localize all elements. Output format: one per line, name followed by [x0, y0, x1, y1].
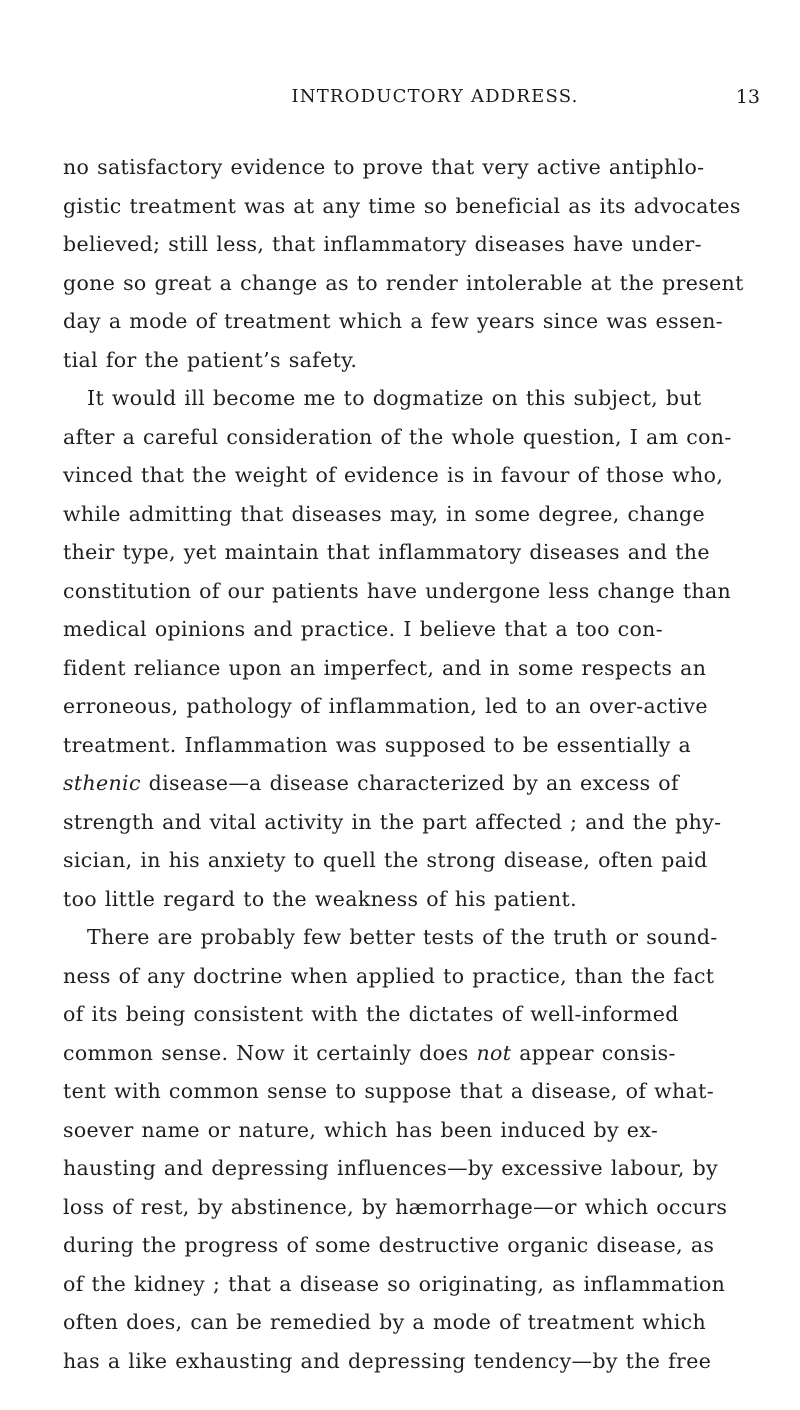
running-title: INTRODUCTORY ADDRESS. [291, 86, 579, 107]
text-fragment: disease—a disease characterized by an excess of [140, 771, 679, 795]
body-text [63, 148, 766, 1380]
text-line: of its being consistent with the dictates of well-informed [63, 1002, 679, 1026]
text-line: while admitting that diseases may, in some degree, change [63, 501, 705, 526]
text-line: strength and vital activity in the part affected ; and the phy- [63, 809, 722, 834]
text-line: of the kidney ; that a disease so originating, as inflammation [63, 1271, 726, 1296]
text-line: has a like exhausting and depressing tendency—by the free [63, 1348, 712, 1373]
text-fragment: appear consis- [511, 1040, 676, 1065]
text-line: erroneous, pathology of inflammation, led to an over-active [63, 694, 708, 718]
text-line: believed; still less, that inflammatory diseases have under- [63, 232, 702, 256]
paragraph-start-line: There are probably few better tests of the truth or sound- [87, 925, 718, 949]
text-line: soever name or nature, which has been induced by ex- [63, 1117, 659, 1142]
text-line: often does, can be remedied by a mode of treatment which [63, 1310, 707, 1334]
text-line: their type, yet maintain that inflammatory diseases and the [63, 540, 710, 564]
page-number: 13 [735, 86, 760, 108]
text-line: hausting and depressing influences—by excessive labour, by [63, 1156, 719, 1180]
text-line: during the progress of some destructive organic disease, as [63, 1233, 715, 1257]
text-line: after a careful consideration of the whole question, I am con- [63, 424, 732, 449]
emphasis-sthenic: sthenic [63, 771, 141, 795]
text-line: day a mode of treatment which a few years since was essen- [63, 309, 724, 333]
text-line: fident reliance upon an imperfect, and in some respects an [63, 655, 707, 680]
text-line: medical opinions and practice. I believe that a too con- [63, 617, 664, 641]
emphasis-not: not [476, 1040, 512, 1065]
text-line-with-emphasis [63, 764, 766, 803]
text-line: tial for the patient’s safety. [63, 347, 358, 372]
text-line: tent with common sense to suppose that a disease, of what- [63, 1079, 715, 1103]
paragraph-start-line: It would ill become me to dogmatize on this subject, but [87, 386, 702, 410]
text-line: treatment. Inflammation was supposed to be essentially a [63, 732, 692, 757]
text-line: gistic treatment was at any time so beneficial as its advocates [63, 193, 741, 218]
text-line: constitution of our patients have undergone less change than [63, 578, 732, 603]
running-header [0, 86, 800, 116]
text-line: sician, in his anxiety to quell the strong disease, often paid [63, 848, 708, 872]
text-line: ness of any doctrine when applied to practice, than the fact [63, 963, 715, 988]
text-line: too little regard to the weakness of his patient. [63, 886, 577, 911]
text-line-with-emphasis [63, 1034, 766, 1073]
text-fragment: common sense. Now it certainly does [63, 1040, 477, 1065]
text-line: gone so great a change as to render intolerable at the present [63, 270, 744, 295]
text-line: no satisfactory evidence to prove that very active antiphlo- [63, 155, 705, 179]
text-line: vinced that the weight of evidence is in favour of those who, [63, 463, 724, 487]
text-line: loss of rest, by abstinence, by hæmorrhage—or which occurs [63, 1194, 728, 1219]
